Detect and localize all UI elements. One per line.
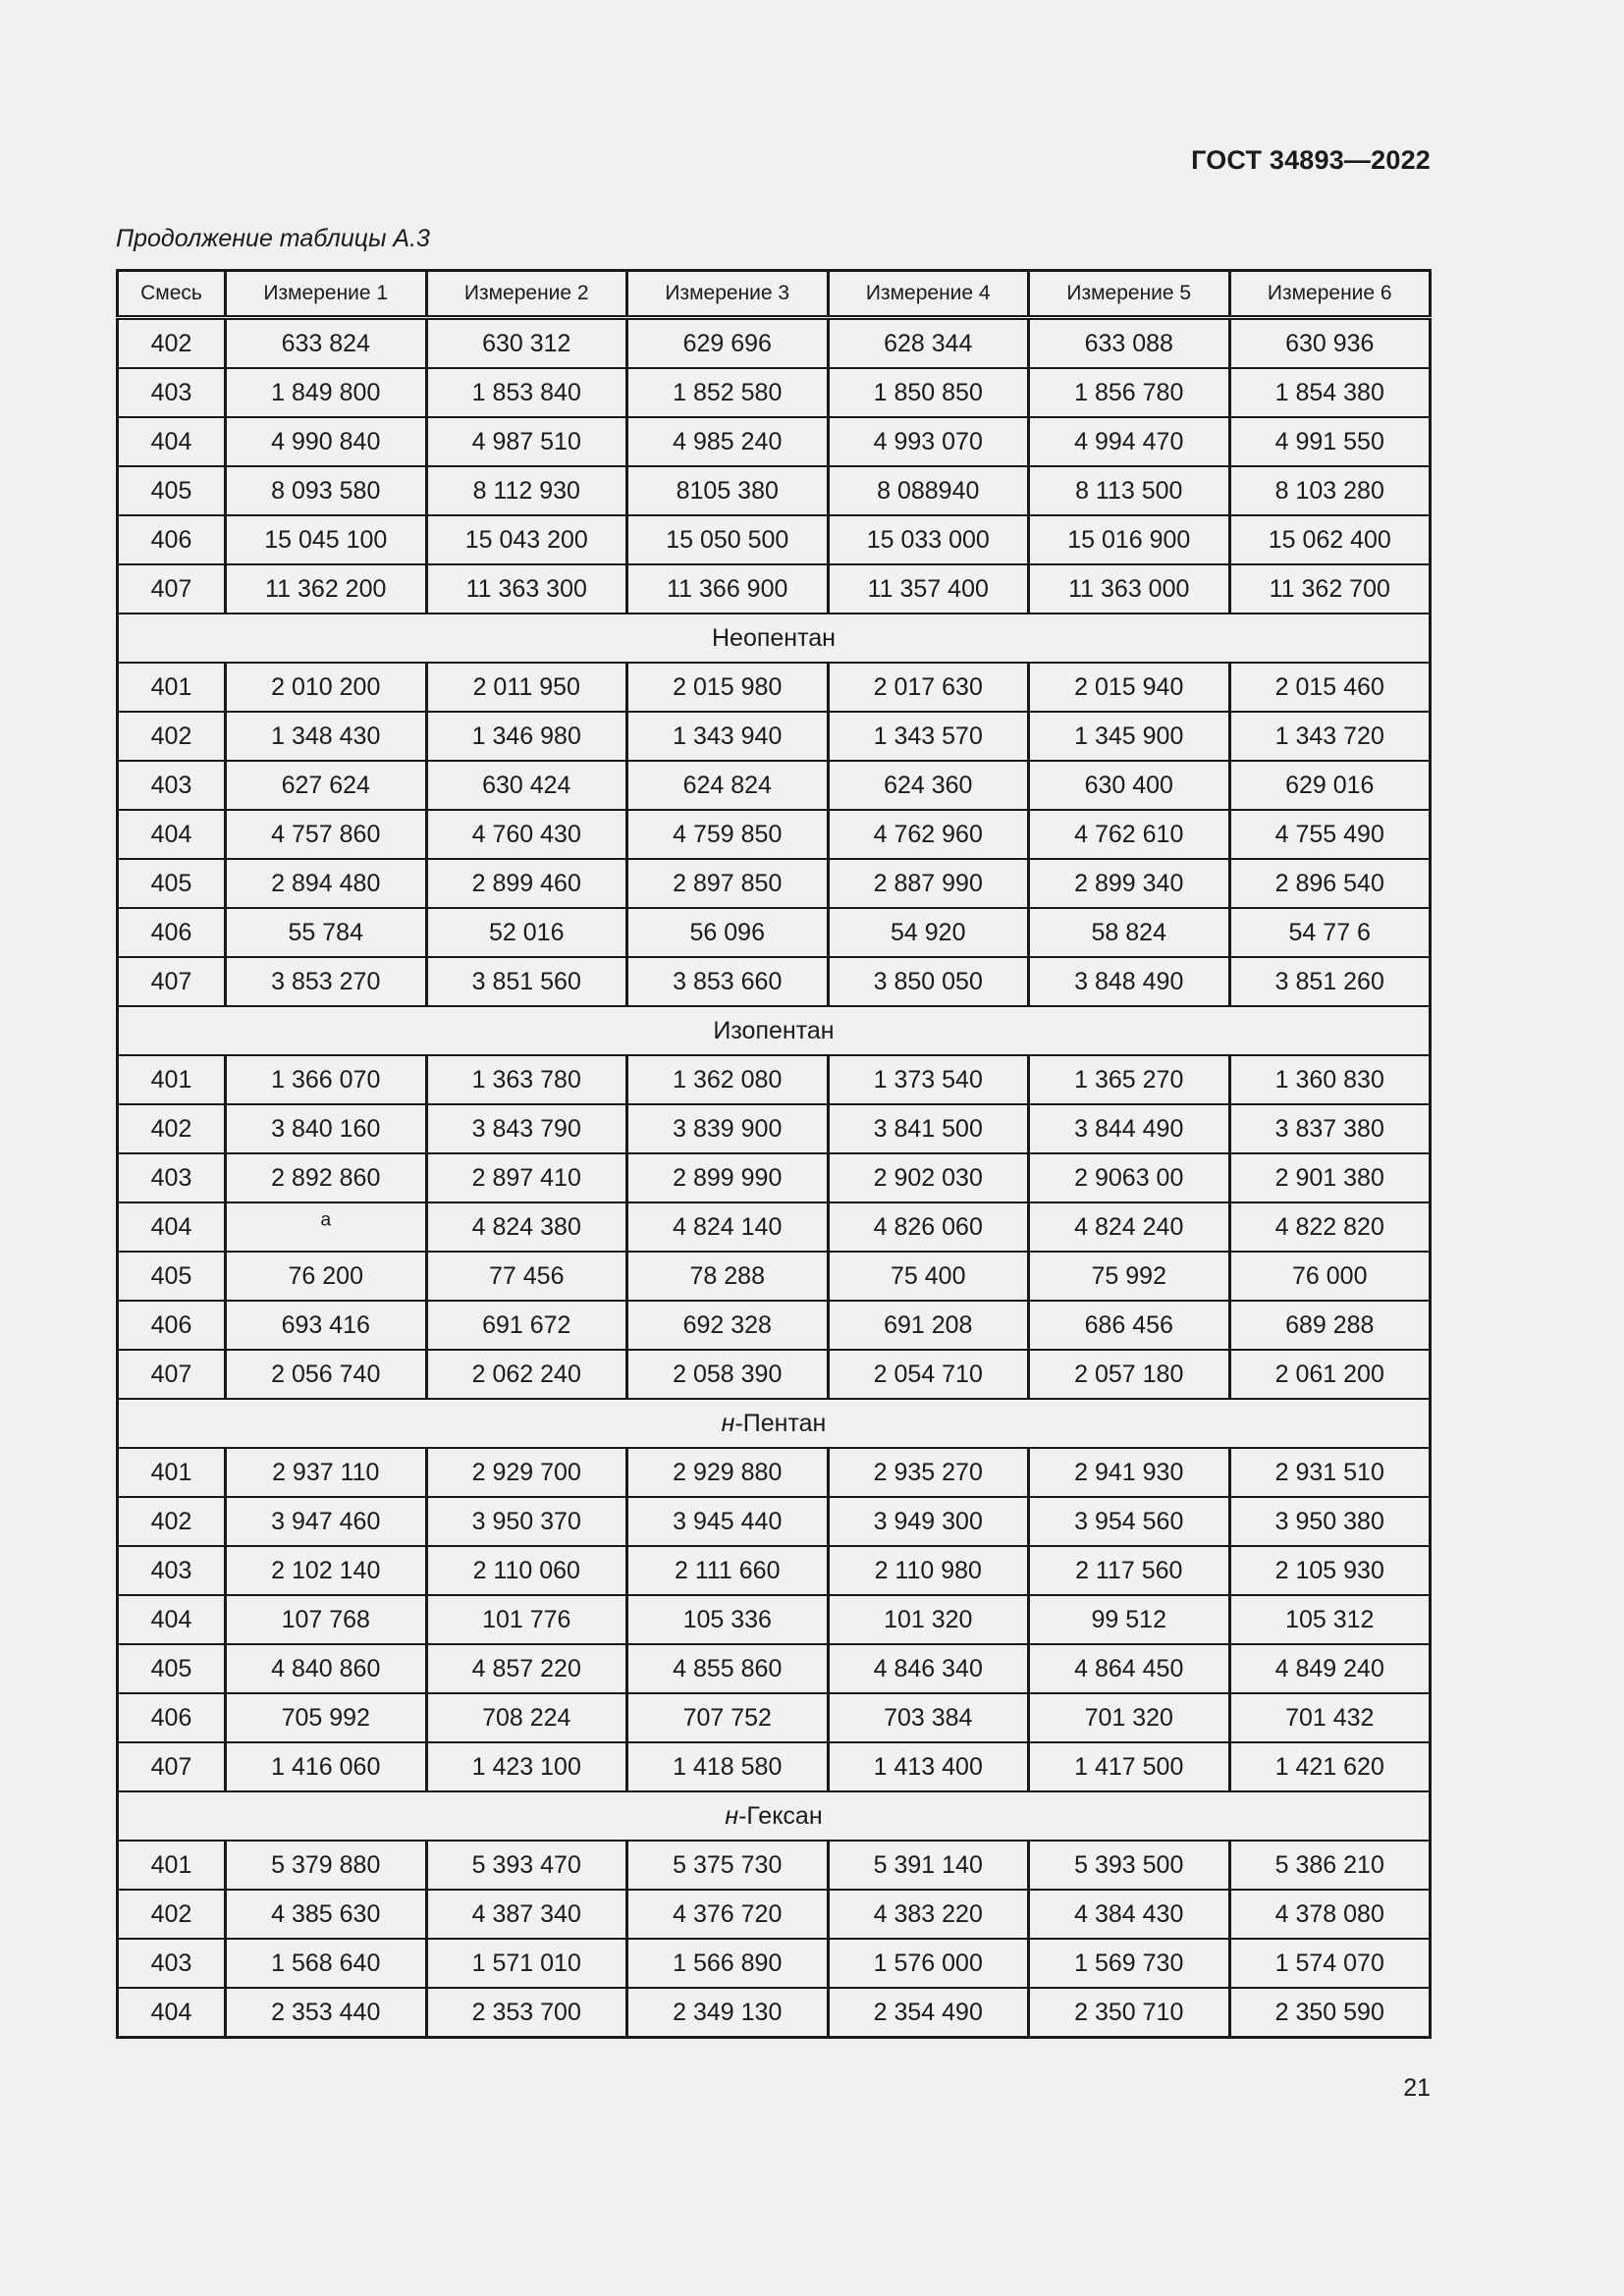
measurement-cell: 2 102 140 (226, 1546, 427, 1595)
measurement-cell: 691 672 (426, 1301, 627, 1350)
measurement-cell: 75 992 (1029, 1252, 1230, 1301)
measurement-cell: 701 320 (1029, 1693, 1230, 1742)
table-row (118, 564, 1431, 614)
table-row (118, 810, 1431, 859)
measurement-cell: 1 360 830 (1229, 1055, 1431, 1104)
table-row (118, 1841, 1431, 1890)
column-header: Измерение 6 (1229, 271, 1431, 318)
table-body (118, 318, 1431, 2038)
measurement-cell: 4 864 450 (1029, 1644, 1230, 1693)
measurement-cell: 3 945 440 (627, 1497, 829, 1546)
measurement-cell: 11 362 700 (1229, 564, 1431, 614)
measurement-cell: 708 224 (426, 1693, 627, 1742)
measurement-cell: 1 343 720 (1229, 712, 1431, 761)
measurement-cell: 1 569 730 (1029, 1939, 1230, 1988)
mixture-cell: 404 (118, 1202, 226, 1252)
measurement-cell: 5 393 500 (1029, 1841, 1230, 1890)
measurement-cell: 56 096 (627, 908, 829, 957)
measurement-cell: 77 456 (426, 1252, 627, 1301)
measurement-cell: 4 824 240 (1029, 1202, 1230, 1252)
measurement-cell: 1 571 010 (426, 1939, 627, 1988)
measurement-cell: 1 856 780 (1029, 368, 1230, 417)
measurement-cell: 1 417 500 (1029, 1742, 1230, 1791)
measurement-cell: 4 846 340 (828, 1644, 1029, 1693)
table-row (118, 1939, 1431, 1988)
measurement-cell: 2 901 380 (1229, 1153, 1431, 1202)
table-row (118, 1890, 1431, 1939)
mixture-cell: 407 (118, 1742, 226, 1791)
measurement-cell: 1 373 540 (828, 1055, 1029, 1104)
measurement-cell: 8 112 930 (426, 466, 627, 515)
column-header: Измерение 1 (226, 271, 427, 318)
table-row (118, 1252, 1431, 1301)
table-row (118, 515, 1431, 564)
measurement-cell: 2 9063 00 (1029, 1153, 1230, 1202)
table-row (118, 318, 1431, 369)
mixture-cell: 406 (118, 1693, 226, 1742)
measurement-cell: 3 839 900 (627, 1104, 829, 1153)
measurement-cell: 4 840 860 (226, 1644, 427, 1693)
table-row (118, 1644, 1431, 1693)
mixture-cell: 404 (118, 1595, 226, 1644)
measurement-cell: 628 344 (828, 318, 1029, 369)
measurement-cell: 4 384 430 (1029, 1890, 1230, 1939)
measurement-cell: 2 929 880 (627, 1448, 829, 1497)
footnote-marker: а (320, 1209, 332, 1231)
measurement-cell: 15 016 900 (1029, 515, 1230, 564)
measurement-cell: 4 991 550 (1229, 417, 1431, 466)
measurement-cell: 1 416 060 (226, 1742, 427, 1791)
measurement-cell: 703 384 (828, 1693, 1029, 1742)
table-row (118, 761, 1431, 810)
measurement-cell: 1 576 000 (828, 1939, 1029, 1988)
measurement-cell: 54 920 (828, 908, 1029, 957)
measurement-cell: 2 937 110 (226, 1448, 427, 1497)
measurement-cell: 2 061 200 (1229, 1350, 1431, 1399)
measurement-cell: 1 418 580 (627, 1742, 829, 1791)
column-header: Измерение 2 (426, 271, 627, 318)
measurement-cell: 1 568 640 (226, 1939, 427, 1988)
measurement-cell: 8 103 280 (1229, 466, 1431, 515)
measurement-cell: 75 400 (828, 1252, 1029, 1301)
table-row (118, 859, 1431, 908)
measurement-cell: 5 393 470 (426, 1841, 627, 1890)
table-row (118, 1595, 1431, 1644)
measurement-cell: 691 208 (828, 1301, 1029, 1350)
measurement-cell: 629 016 (1229, 761, 1431, 810)
measurement-cell: 2 015 980 (627, 663, 829, 712)
measurement-cell: 4 822 820 (1229, 1202, 1431, 1252)
measurement-cell: 1 423 100 (426, 1742, 627, 1791)
mixture-cell: 405 (118, 859, 226, 908)
measurement-cell: 2 110 980 (828, 1546, 1029, 1595)
section-title: н-Гексан (118, 1791, 1431, 1841)
measurement-cell: 15 050 500 (627, 515, 829, 564)
table-row (118, 1153, 1431, 1202)
measurement-cell: 2 353 700 (426, 1988, 627, 2038)
measurement-cell: 2 899 990 (627, 1153, 829, 1202)
measurement-cell: 101 776 (426, 1595, 627, 1644)
mixture-cell: 401 (118, 1448, 226, 1497)
table-row (118, 1988, 1431, 2038)
measurement-cell: 4 383 220 (828, 1890, 1029, 1939)
measurement-cell: 1 413 400 (828, 1742, 1029, 1791)
measurement-cell: 2 350 590 (1229, 1988, 1431, 2038)
measurement-cell: 2 892 860 (226, 1153, 427, 1202)
measurement-cell: 5 379 880 (226, 1841, 427, 1890)
measurement-cell: 2 887 990 (828, 859, 1029, 908)
measurement-cell: 2 110 060 (426, 1546, 627, 1595)
measurement-cell: 105 312 (1229, 1595, 1431, 1644)
section-row (118, 1006, 1431, 1055)
measurement-cell: 5 375 730 (627, 1841, 829, 1890)
measurement-cell: 692 328 (627, 1301, 829, 1350)
measurement-cell: 701 432 (1229, 1693, 1431, 1742)
mixture-cell: 407 (118, 564, 226, 614)
mixture-cell: 403 (118, 1939, 226, 1988)
measurement-cell: 1 366 070 (226, 1055, 427, 1104)
measurement-cell: 2 941 930 (1029, 1448, 1230, 1497)
table-row (118, 1497, 1431, 1546)
measurement-cell: 4 826 060 (828, 1202, 1029, 1252)
measurement-cell: 3 840 160 (226, 1104, 427, 1153)
mixture-cell: 401 (118, 1055, 226, 1104)
mixture-cell: 405 (118, 1644, 226, 1693)
measurement-cell: 4 855 860 (627, 1644, 829, 1693)
mixture-cell: 401 (118, 1841, 226, 1890)
measurement-cell: 1 849 800 (226, 368, 427, 417)
measurement-cell: 15 033 000 (828, 515, 1029, 564)
measurement-cell: 101 320 (828, 1595, 1029, 1644)
measurement-cell: 627 624 (226, 761, 427, 810)
measurement-cell: 4 857 220 (426, 1644, 627, 1693)
measurement-cell: 105 336 (627, 1595, 829, 1644)
measurement-cell: 3 843 790 (426, 1104, 627, 1153)
measurement-cell: 8105 380 (627, 466, 829, 515)
measurement-cell: 8 093 580 (226, 466, 427, 515)
measurement-cell: 2 017 630 (828, 663, 1029, 712)
measurement-cell: 1 343 940 (627, 712, 829, 761)
measurement-cell: 4 994 470 (1029, 417, 1230, 466)
measurement-cell: 3 844 490 (1029, 1104, 1230, 1153)
mixture-cell: 405 (118, 1252, 226, 1301)
section-row (118, 1791, 1431, 1841)
measurement-cell: 3 853 660 (627, 957, 829, 1006)
page-number: 21 (1403, 2074, 1431, 2102)
mixture-cell: 403 (118, 368, 226, 417)
measurement-cell: 76 200 (226, 1252, 427, 1301)
measurement-cell: 705 992 (226, 1693, 427, 1742)
measurement-cell: 2 015 940 (1029, 663, 1230, 712)
mixture-cell: 406 (118, 515, 226, 564)
table-row (118, 1448, 1431, 1497)
mixture-cell: 404 (118, 417, 226, 466)
mixture-cell: 404 (118, 1988, 226, 2038)
measurement-cell: 1 365 270 (1029, 1055, 1230, 1104)
measurement-cell: 2 899 340 (1029, 859, 1230, 908)
mixture-cell: 403 (118, 1546, 226, 1595)
table-header-row (118, 271, 1431, 318)
measurement-cell: 1 574 070 (1229, 1939, 1431, 1988)
table-row (118, 1104, 1431, 1153)
measurement-cell: 2 897 850 (627, 859, 829, 908)
measurement-cell: 15 045 100 (226, 515, 427, 564)
measurement-cell: 2 349 130 (627, 1988, 829, 2038)
measurement-cell: 3 851 560 (426, 957, 627, 1006)
measurement-cell: 2 896 540 (1229, 859, 1431, 908)
measurement-cell: 3 947 460 (226, 1497, 427, 1546)
measurement-cell: 4 757 860 (226, 810, 427, 859)
measurement-cell: 2 117 560 (1029, 1546, 1230, 1595)
table-row (118, 957, 1431, 1006)
table-row (118, 908, 1431, 957)
measurement-cell: 1 853 840 (426, 368, 627, 417)
column-header: Измерение 5 (1029, 271, 1230, 318)
measurement-cell: 76 000 (1229, 1252, 1431, 1301)
table-row (118, 368, 1431, 417)
measurement-cell: 4 385 630 (226, 1890, 427, 1939)
table-row (118, 1202, 1431, 1252)
table-row (118, 1693, 1431, 1742)
measurement-cell: 11 362 200 (226, 564, 427, 614)
column-header: Измерение 3 (627, 271, 829, 318)
table-row (118, 663, 1431, 712)
measurement-cell: 624 360 (828, 761, 1029, 810)
mixture-cell: 407 (118, 957, 226, 1006)
measurement-cell: 11 357 400 (828, 564, 1029, 614)
measurement-cell: 4 987 510 (426, 417, 627, 466)
measurement-cell: 2 105 930 (1229, 1546, 1431, 1595)
measurement-table (116, 269, 1432, 2039)
measurement-cell: 8 088940 (828, 466, 1029, 515)
measurement-cell: 630 312 (426, 318, 627, 369)
measurement-cell: 1 566 890 (627, 1939, 829, 1988)
table-row (118, 1350, 1431, 1399)
mixture-cell: 405 (118, 466, 226, 515)
section-title: Неопентан (118, 614, 1431, 663)
measurement-cell: 15 062 400 (1229, 515, 1431, 564)
section-row (118, 1399, 1431, 1448)
measurement-cell: 2 057 180 (1029, 1350, 1230, 1399)
table-row (118, 1301, 1431, 1350)
measurement-cell: 3 848 490 (1029, 957, 1230, 1006)
table-row (118, 1742, 1431, 1791)
measurement-cell: 3 853 270 (226, 957, 427, 1006)
table-row (118, 1055, 1431, 1104)
measurement-cell: 2 899 460 (426, 859, 627, 908)
measurement-cell: 2 350 710 (1029, 1988, 1230, 2038)
section-row (118, 614, 1431, 663)
measurement-cell: 2 935 270 (828, 1448, 1029, 1497)
measurement-cell: 3 954 560 (1029, 1497, 1230, 1546)
measurement-cell: 4 985 240 (627, 417, 829, 466)
table-row (118, 712, 1431, 761)
mixture-cell: 407 (118, 1350, 226, 1399)
measurement-cell: 633 088 (1029, 318, 1230, 369)
measurement-cell: 107 768 (226, 1595, 427, 1644)
measurement-cell: 4 755 490 (1229, 810, 1431, 859)
measurement-cell: 1 345 900 (1029, 712, 1230, 761)
measurement-cell: 2 353 440 (226, 1988, 427, 2038)
measurement-cell: 2 058 390 (627, 1350, 829, 1399)
measurement-cell: 58 824 (1029, 908, 1230, 957)
measurement-cell: 1 850 850 (828, 368, 1029, 417)
measurement-cell: 4 378 080 (1229, 1890, 1431, 1939)
mixture-cell: 403 (118, 761, 226, 810)
measurement-cell: 686 456 (1029, 1301, 1230, 1350)
measurement-cell: 4 759 850 (627, 810, 829, 859)
measurement-cell: 3 950 370 (426, 1497, 627, 1546)
measurement-cell: 629 696 (627, 318, 829, 369)
measurement-cell: 11 363 300 (426, 564, 627, 614)
measurement-cell: 4 760 430 (426, 810, 627, 859)
measurement-cell: 3 850 050 (828, 957, 1029, 1006)
measurement-cell: 99 512 (1029, 1595, 1230, 1644)
table-caption: Продолжение таблицы А.3 (116, 225, 430, 252)
measurement-cell: 15 043 200 (426, 515, 627, 564)
measurement-cell: 1 348 430 (226, 712, 427, 761)
measurement-cell: 693 416 (226, 1301, 427, 1350)
measurement-cell: 1 363 780 (426, 1055, 627, 1104)
table-row (118, 1546, 1431, 1595)
measurement-cell: 2 902 030 (828, 1153, 1029, 1202)
measurement-cell: 5 386 210 (1229, 1841, 1431, 1890)
measurement-cell: 52 016 (426, 908, 627, 957)
measurement-cell: 1 854 380 (1229, 368, 1431, 417)
measurement-cell: 2 015 460 (1229, 663, 1431, 712)
measurement-cell: 1 421 620 (1229, 1742, 1431, 1791)
measurement-cell: 3 950 380 (1229, 1497, 1431, 1546)
mixture-cell: 402 (118, 1890, 226, 1939)
measurement-cell: 707 752 (627, 1693, 829, 1742)
measurement-cell: 11 366 900 (627, 564, 829, 614)
measurement-cell: 2 931 510 (1229, 1448, 1431, 1497)
measurement-cell: 4 762 960 (828, 810, 1029, 859)
measurement-cell: 2 111 660 (627, 1546, 829, 1595)
measurement-cell: 3 851 260 (1229, 957, 1431, 1006)
table-row (118, 466, 1431, 515)
measurement-cell: 4 849 240 (1229, 1644, 1431, 1693)
measurement-cell: 1 362 080 (627, 1055, 829, 1104)
column-header: Смесь (118, 271, 226, 318)
measurement-cell: 2 929 700 (426, 1448, 627, 1497)
measurement-cell: 2 894 480 (226, 859, 427, 908)
measurement-cell: 4 824 140 (627, 1202, 829, 1252)
measurement-cell: 1 346 980 (426, 712, 627, 761)
measurement-cell: 2 897 410 (426, 1153, 627, 1202)
measurement-cell: 78 288 (627, 1252, 829, 1301)
measurement-cell: 2 010 200 (226, 663, 427, 712)
measurement-cell: 2 056 740 (226, 1350, 427, 1399)
measurement-cell (226, 1202, 427, 1252)
measurement-cell: 630 936 (1229, 318, 1431, 369)
table-row (118, 417, 1431, 466)
measurement-cell: 2 011 950 (426, 663, 627, 712)
mixture-cell: 402 (118, 712, 226, 761)
measurement-cell: 630 400 (1029, 761, 1230, 810)
mixture-cell: 402 (118, 1104, 226, 1153)
measurement-cell: 1 852 580 (627, 368, 829, 417)
mixture-cell: 402 (118, 318, 226, 369)
column-header: Измерение 4 (828, 271, 1029, 318)
measurement-cell: 3 949 300 (828, 1497, 1029, 1546)
measurement-cell: 11 363 000 (1029, 564, 1230, 614)
section-title: н-Пентан (118, 1399, 1431, 1448)
section-title: Изопентан (118, 1006, 1431, 1055)
measurement-cell: 8 113 500 (1029, 466, 1230, 515)
measurement-cell: 4 762 610 (1029, 810, 1230, 859)
measurement-cell: 689 288 (1229, 1301, 1431, 1350)
measurement-cell: 4 376 720 (627, 1890, 829, 1939)
mixture-cell: 406 (118, 908, 226, 957)
mixture-cell: 403 (118, 1153, 226, 1202)
measurement-cell: 4 387 340 (426, 1890, 627, 1939)
measurement-cell: 55 784 (226, 908, 427, 957)
measurement-cell: 630 424 (426, 761, 627, 810)
measurement-cell: 633 824 (226, 318, 427, 369)
measurement-cell: 3 841 500 (828, 1104, 1029, 1153)
measurement-cell: 2 054 710 (828, 1350, 1029, 1399)
mixture-cell: 401 (118, 663, 226, 712)
measurement-cell: 4 993 070 (828, 417, 1029, 466)
measurement-cell: 624 824 (627, 761, 829, 810)
mixture-cell: 404 (118, 810, 226, 859)
mixture-cell: 406 (118, 1301, 226, 1350)
measurement-cell: 2 062 240 (426, 1350, 627, 1399)
measurement-cell: 3 837 380 (1229, 1104, 1431, 1153)
measurement-cell: 4 990 840 (226, 417, 427, 466)
measurement-cell: 4 824 380 (426, 1202, 627, 1252)
measurement-cell: 54 77 6 (1229, 908, 1431, 957)
measurement-cell: 2 354 490 (828, 1988, 1029, 2038)
measurement-cell: 5 391 140 (828, 1841, 1029, 1890)
measurement-cell: 1 343 570 (828, 712, 1029, 761)
document-code: ГОСТ 34893—2022 (1191, 145, 1431, 175)
mixture-cell: 402 (118, 1497, 226, 1546)
